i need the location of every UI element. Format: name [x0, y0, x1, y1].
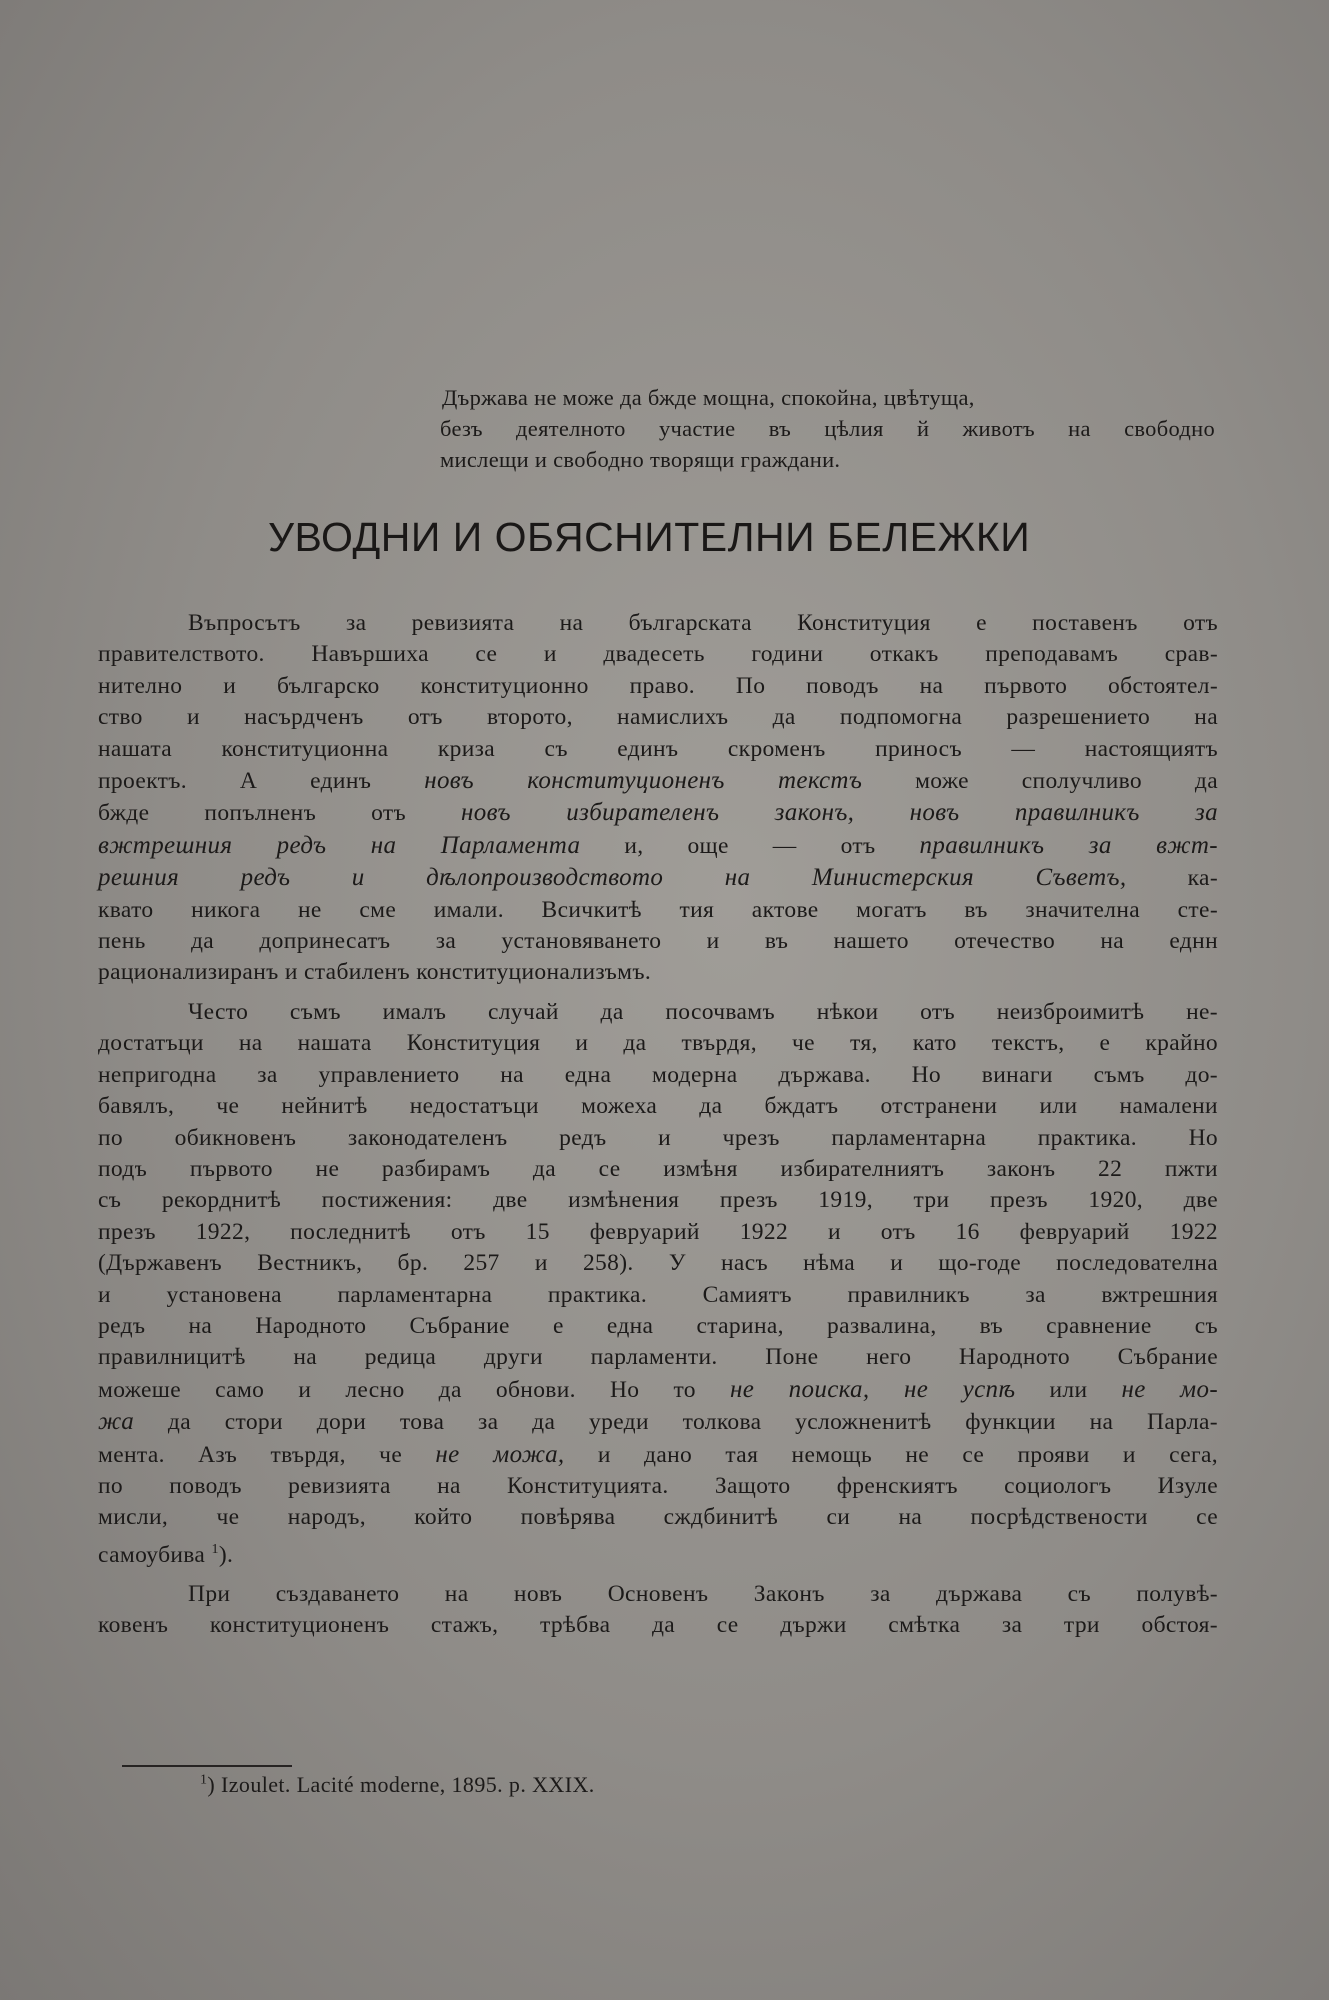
footnote-reference: 1 [211, 1541, 219, 1557]
text-line [98, 765, 1218, 797]
text-fragment: може сполучливо да [915, 768, 1219, 795]
text-line: ковенъ конституционенъ стажъ, трѣбва да се държи смѣтка за три обстоя- [98, 1612, 1218, 1639]
italic-fragment: не поиска, не успѣ [729, 1375, 1016, 1403]
footnote-divider [122, 1765, 292, 1767]
text-fragment: мента. Азъ твърдя, че [98, 1441, 403, 1468]
text-line: нително и българско конституционно право. По поводъ на първото обстоятел- [98, 672, 1218, 699]
italic-fragment: жа [98, 1408, 135, 1436]
text-line: При създаването на новъ Основенъ Законъ за държава съ полувѣ- [188, 1581, 1218, 1608]
text-line: по обикновенъ законодателенъ редъ и чрезъ парламентарна практика. Но [98, 1124, 1218, 1151]
italic-fragment: не можа, [435, 1440, 565, 1468]
text-line: Често съмъ ималъ случай да посочвамъ нѣкои отъ неизброимитѣ не- [188, 998, 1218, 1025]
paragraph-1 [98, 608, 1218, 989]
text-line [98, 1439, 1218, 1471]
text-line [98, 1534, 1218, 1571]
text-line [98, 862, 1218, 894]
text-fragment: и дано тая немощь не се прояви и сега, [597, 1441, 1218, 1468]
text-line: (Държавенъ Вестникъ, бр. 257 и 258). У насъ нѣма и що-годе последователна [98, 1250, 1218, 1277]
text-line: ство и насърдченъ отъ второто, намислихъ да подпомогна разрешението на [98, 704, 1218, 731]
text-line: непригодна за управлението на една модерна държава. Но винаги съмъ до- [98, 1061, 1218, 1088]
text-fragment: да стори дори това за да уреди толкова усложненитѣ функции на Парла- [167, 1409, 1218, 1436]
text-fragment: бжде попълненъ отъ [98, 800, 407, 827]
text-line: презъ 1922, последнитѣ отъ 15 февруарий 1922 и отъ 16 февруарий 1922 [98, 1218, 1218, 1245]
text-fragment: проектъ. А единъ [98, 768, 372, 795]
text-line: мисли, че народъ, който повѣрява сждбинитѣ си на посрѣдствености се [98, 1504, 1218, 1531]
footnote [200, 1772, 595, 1798]
italic-fragment: решния редъ и дѣлопроизводството на Министерския Съветъ, [98, 864, 1127, 892]
epigraph-line-2: безъ деятелното участие въ цѣлия й животъ на свободно [440, 416, 1215, 441]
italic-fragment: не мо- [1121, 1375, 1219, 1403]
body-text [98, 608, 1218, 1642]
italic-fragment: новъ избирателенъ законъ, новъ правилникъ за [461, 799, 1219, 827]
text-line: квато никога не сме имали. Всичкитѣ тия актове могатъ въ значителна сте- [98, 896, 1218, 923]
text-fragment: ка- [1187, 865, 1218, 892]
italic-fragment: вжтрешния редъ на Парламента [98, 831, 581, 859]
text-line [98, 797, 1218, 829]
text-fragment: и, още — отъ [624, 832, 876, 859]
text-line: бавялъ, че нейнитѣ недостатъци можеха да бждатъ отстранени или намалени [98, 1093, 1218, 1120]
text-line: рационализиранъ и стабиленъ конституционализъмъ. [98, 959, 652, 986]
text-line: съ рекорднитѣ постижения: две измѣнения презъ 1919, три презъ 1920, две [98, 1187, 1218, 1214]
footnote-mark: 1 [200, 1772, 208, 1788]
text-fragment: самоубива [98, 1541, 206, 1568]
epigraph-line-3: мислещи и свободно творящи граждани. [440, 447, 841, 472]
text-line: правилницитѣ на редица други парламенти. Поне него Народното Събрание [98, 1344, 1218, 1371]
text-line: и установена парламентарна практика. Самиятъ правилникъ за вжтрешния [98, 1281, 1218, 1308]
text-line: редъ на Народното Събрание е една старина, развалина, въ сравнение съ [98, 1312, 1218, 1339]
footnote-text: ) Izoulet. Lacité moderne, 1895. p. XXIX. [207, 1772, 595, 1797]
paragraph-2 [98, 997, 1218, 1571]
text-line: достатъци на нашата Конституция и да твърдя, че тя, като текстъ, е крайно [98, 1030, 1218, 1057]
text-line [98, 1406, 1218, 1438]
text-line: пень да допринесатъ за установяването и въ нашето отечество на еднн [98, 928, 1218, 955]
text-line [98, 830, 1218, 862]
epigraph [440, 382, 1215, 475]
text-line: Въпросътъ за ревизията на българската Конституция е поставенъ отъ [188, 610, 1218, 636]
page-title: УВОДНИ И ОБЯСНИТЕЛНИ БЕЛЕЖКИ [268, 514, 1031, 560]
text-line: правителството. Навършиха се и двадесеть години откакъ преподавамъ срав- [98, 641, 1218, 668]
text-line: нашата конституционна криза съ единъ скроменъ приносъ — настоящиятъ [98, 735, 1218, 762]
text-line: подъ първото не разбирамъ да се измѣня избирателниятъ законъ 22 пжти [98, 1155, 1218, 1182]
text-fragment: или [1049, 1376, 1088, 1403]
text-line [98, 1374, 1218, 1406]
text-line: по поводъ ревизията на Конституцията. Защото френскиятъ социологъ Изуле [98, 1472, 1218, 1499]
text-fragment: можеше само и лесно да обнови. Но то [98, 1376, 696, 1403]
text-fragment: ). [218, 1541, 234, 1568]
italic-fragment: новъ конституционенъ текстъ [424, 767, 863, 795]
italic-fragment: правилникъ за вжт- [919, 831, 1218, 859]
epigraph-line-1: Държава не може да бжде мощна, спокойна, цвѣтуща, [442, 385, 975, 410]
paragraph-3 [98, 1579, 1218, 1642]
